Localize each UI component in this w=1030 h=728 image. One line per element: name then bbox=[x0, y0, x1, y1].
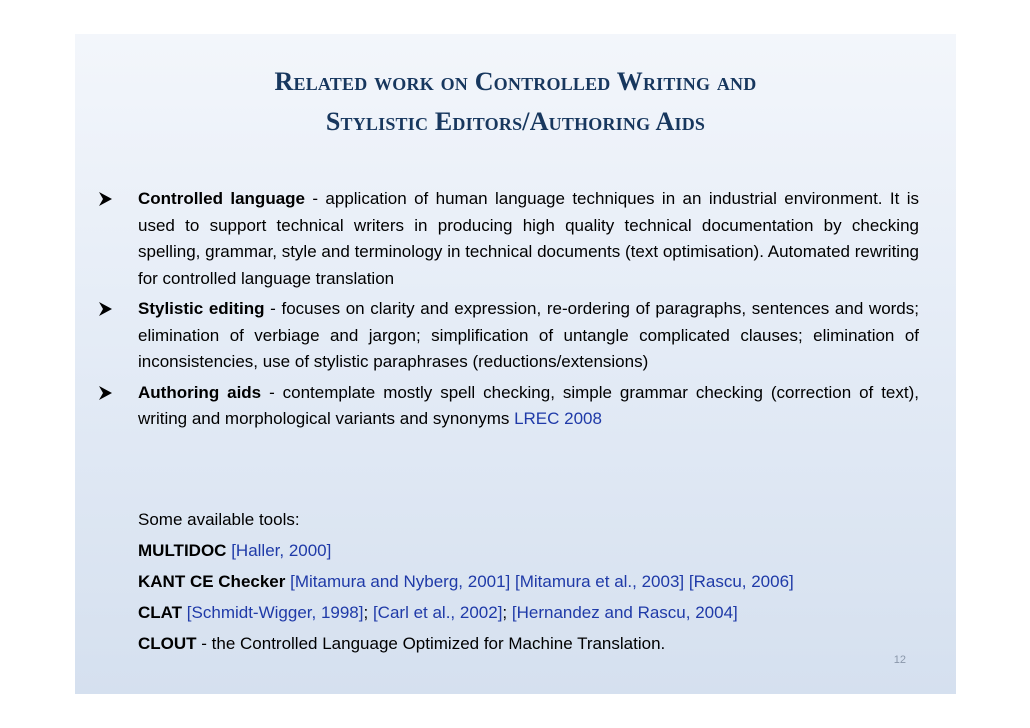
bullet-term: Controlled language bbox=[138, 189, 305, 208]
citation-link[interactable]: [Carl et al., 2002] bbox=[372, 603, 503, 622]
tool-item bbox=[138, 628, 918, 659]
tool-name: CLAT bbox=[138, 603, 183, 622]
citation-link[interactable]: [Schmidt-Wigger, 1998] bbox=[186, 603, 364, 622]
tools-heading: Some available tools: bbox=[138, 510, 300, 529]
tool-name: KANT CE Checker bbox=[138, 572, 286, 591]
tool-text: - the Controlled Language Optimized for Machine Translation. bbox=[196, 634, 666, 653]
citation-link[interactable]: LREC 2008 bbox=[514, 409, 602, 428]
bullet-stylistic-editing bbox=[95, 296, 919, 376]
citation-link[interactable]: [Haller, 2000] bbox=[231, 541, 332, 560]
tools-section bbox=[138, 504, 918, 659]
citation-link[interactable]: [Mitamura and Nyberg, 2001] [Mitamura et al., 2003] [Rascu, 2006] bbox=[290, 572, 794, 591]
bullet-term: Stylistic editing bbox=[138, 299, 265, 318]
bullet-term: Authoring aids bbox=[138, 382, 262, 402]
arrow-bullet-icon bbox=[97, 385, 113, 401]
title-line-1: Related work on Controlled Writing and bbox=[274, 67, 757, 96]
bullet-controlled-language bbox=[95, 186, 919, 292]
tool-name: CLOUT bbox=[138, 634, 197, 653]
tool-text: ; bbox=[363, 603, 373, 622]
bullet-list bbox=[95, 186, 919, 437]
bullet-text: - focuses on clarity and expression, re-ordering of paragraphs, sentences and words; elimination of verbiage and jargon; simplification of untangle complicated clauses; elimination of inconsistencies, use of stylistic paraphrases (reductions/extensions) bbox=[138, 299, 919, 371]
title-line-2: Stylistic Editors/Authoring Aids bbox=[325, 107, 706, 136]
slide bbox=[75, 34, 956, 694]
citation-link[interactable]: [Hernandez and Rascu, 2004] bbox=[511, 603, 738, 622]
tool-item bbox=[138, 535, 918, 566]
arrow-bullet-icon bbox=[97, 301, 113, 317]
slide-title bbox=[75, 62, 956, 142]
arrow-bullet-icon bbox=[97, 191, 113, 207]
tool-list bbox=[138, 535, 918, 659]
tool-name: MULTIDOC bbox=[138, 541, 227, 560]
tool-text: ; bbox=[502, 603, 512, 622]
bullet-authoring-aids bbox=[95, 380, 919, 433]
tool-item bbox=[138, 597, 918, 628]
bullet-text: - application of human language techniques in an industrial environment. It is used to support technical writers in producing high quality technical documentation by checking spelling, grammar, style and terminology in technical documents (text optimisation). Automated rewriting for controlled language translation bbox=[138, 189, 919, 288]
page-number: 12 bbox=[893, 654, 906, 666]
bullet-text: - contemplate mostly spell checking, simple grammar checking (correction of text), writing and morphological variants and synonyms bbox=[138, 382, 919, 428]
tool-item bbox=[138, 566, 918, 597]
